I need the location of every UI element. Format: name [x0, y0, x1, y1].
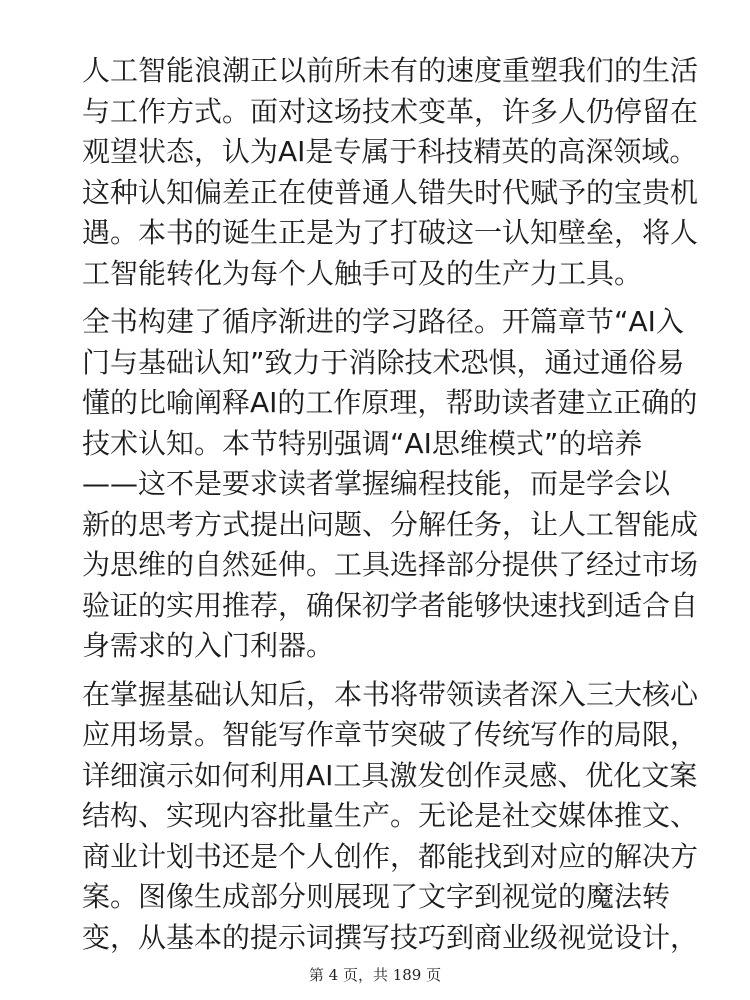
text-line: 懂的比喻阐释AI的工作原理，帮助读者建立正确的 — [82, 386, 698, 419]
text-line: 技术认知。本节特别强调“AI思维模式”的培养 — [82, 426, 643, 460]
text-line: 案。图像生成部分则展现了文字到视觉的魔法转 — [82, 880, 671, 913]
paragraph-application-scenarios — [82, 675, 699, 959]
text-line: 新的思考方式提出问题、分解任务，让人工智能成 — [82, 507, 699, 541]
text-line: 这种认知偏差正在使普通人错失时代赋予的宝贵机 — [82, 175, 699, 209]
text-line: 验证的实用推荐，确保初学者能够快速找到适合自 — [82, 588, 699, 622]
text-line: 身需求的入门利器。 — [82, 629, 335, 662]
text-line: ——这不是要求读者掌握编程技能，而是学会以 — [82, 467, 671, 500]
text-line: 应用场景。智能写作章节突破了传统写作的局限， — [82, 718, 699, 751]
text-line: 观望状态，认为AI是专属于科技精英的高深领域。 — [82, 135, 698, 168]
paragraph-intro — [82, 51, 699, 294]
text-line: 全书构建了循序渐进的学习路径。开篇章节“AI入 — [82, 305, 684, 338]
text-body — [82, 51, 699, 966]
text-line: 与工作方式。面对这场技术变革，许多人仍停留在 — [82, 94, 699, 128]
paragraph-learning-path — [82, 302, 699, 667]
text-line: 商业计划书还是个人创作，都能找到对应的解决方 — [82, 839, 699, 873]
text-line: 门与基础认知”致力于消除技术恐惧，通过通俗易 — [82, 345, 685, 379]
text-line: 遇。本书的诞生正是为了打破这一认知壁垒，将人 — [82, 216, 699, 249]
text-line: 人工智能浪潮正以前所未有的速度重塑我们的生活 — [82, 54, 699, 87]
text-line: 结构、实现内容批量生产。无论是社交媒体推文、 — [82, 799, 699, 832]
text-line: 详细演示如何利用AI工具激发创作灵感、优化文案 — [82, 758, 698, 792]
text-line: 为思维的自然延伸。工具选择部分提供了经过市场 — [82, 548, 699, 581]
text-line: 变，从基本的提示词撰写技巧到商业级视觉设计， — [82, 920, 699, 954]
page-number: 第 4 页，共 189 页 — [308, 966, 442, 984]
text-line: 工智能转化为每个人触手可及的生产力工具。 — [82, 256, 643, 290]
text-line: 在掌握基础认知后，本书将带领读者深入三大核心 — [82, 677, 699, 711]
